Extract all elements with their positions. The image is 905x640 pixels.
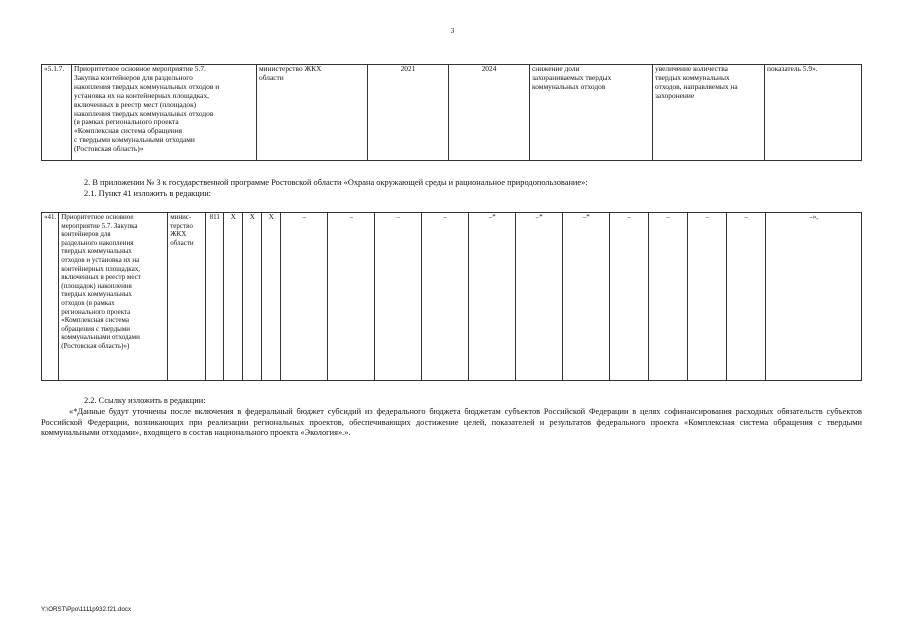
table-cell: Приоритетное основное мероприятие 5.7. Закупка контейнеров для раздельного накопления твердых коммунальных отходов и установка их на контейнерных площадках, включенных в реестр мест (площадок) накопления твердых коммунальных отходов (в рамках регионального проекта «Комплексная система обращения с твердыми коммунальными отходами (Ростовская область)» <box>72 65 257 161</box>
table-cell: Х <box>243 213 262 381</box>
paragraph-2-1: 2.1. Пункт 41 изложить в редакции: <box>84 189 212 198</box>
table-cell: «41. <box>42 213 59 381</box>
footnote-text: «*Данные будут уточнены после включения в федеральный бюджет субсидий из федерального бюджета бюджетам субъектов Российской Федерации в целях софинансирования расходных обязательств субъектов Российской Федерации, возникающих при реализации региональных проектов, обеспечивающих достижение целей, показателей и результатов федерального проекта «Комплексная система обращения с твердыми коммунальными отходами», входящего в состав национального проекта «Экология».». <box>41 407 862 437</box>
paragraph-2: 2. В приложении № 3 к государственной программе Ростовской области «Охрана окружающей среды и рациональное природопользование»: <box>84 178 588 187</box>
table-cell: снижение доли захораниваемых твердых коммунальных отходов <box>530 65 653 161</box>
table-cell: –», <box>766 213 862 381</box>
paragraph-2-2: 2.2. Ссылку изложить в редакции: <box>84 396 206 405</box>
table-cell: показатель 5.9». <box>765 65 862 161</box>
table-cell: 2021 <box>368 65 449 161</box>
table-cell: 2024 <box>449 65 530 161</box>
table-cell: – <box>727 213 766 381</box>
table-cell: Х <box>224 213 243 381</box>
table-cell: –* <box>469 213 516 381</box>
program-table-item-5-1-7 <box>41 64 862 161</box>
expenditure-table-item-41 <box>41 212 862 381</box>
table-cell: – <box>375 213 422 381</box>
table-cell: – <box>649 213 688 381</box>
table-cell: министерство ЖКХ области <box>257 65 368 161</box>
table-cell: –* <box>563 213 610 381</box>
table-cell: «5.1.7. <box>42 65 72 161</box>
table-cell: – <box>610 213 649 381</box>
file-path-footer: Y:\ORST\Ppo\1111p932.f21.docx <box>41 606 132 613</box>
page-number: 3 <box>450 27 455 35</box>
table-cell: Приоритетное основное мероприятие 5.7. Закупка контейнеров для раздельного накопления твердых коммунальных отходов и установка их на контейнерных площадках, включенных в реестр мест (площадок) накопления твердых коммунальных отходов (в рамках регионального проекта «Комплексная система обращения с твердыми коммунальными отходами (Ростовская область)») <box>59 213 168 381</box>
table-cell: – <box>328 213 375 381</box>
table-cell: –* <box>516 213 563 381</box>
table-row <box>42 213 862 381</box>
table-cell: 811 <box>206 213 224 381</box>
table-cell: – <box>422 213 469 381</box>
table-row <box>42 65 862 161</box>
table-cell: – <box>281 213 328 381</box>
table-cell: увеличение количества твердых коммунальных отходов, направляемых на захоронение <box>653 65 765 161</box>
table-cell: – <box>688 213 727 381</box>
table-cell: минис- терство ЖКХ области <box>168 213 206 381</box>
table-cell: Х <box>262 213 281 381</box>
